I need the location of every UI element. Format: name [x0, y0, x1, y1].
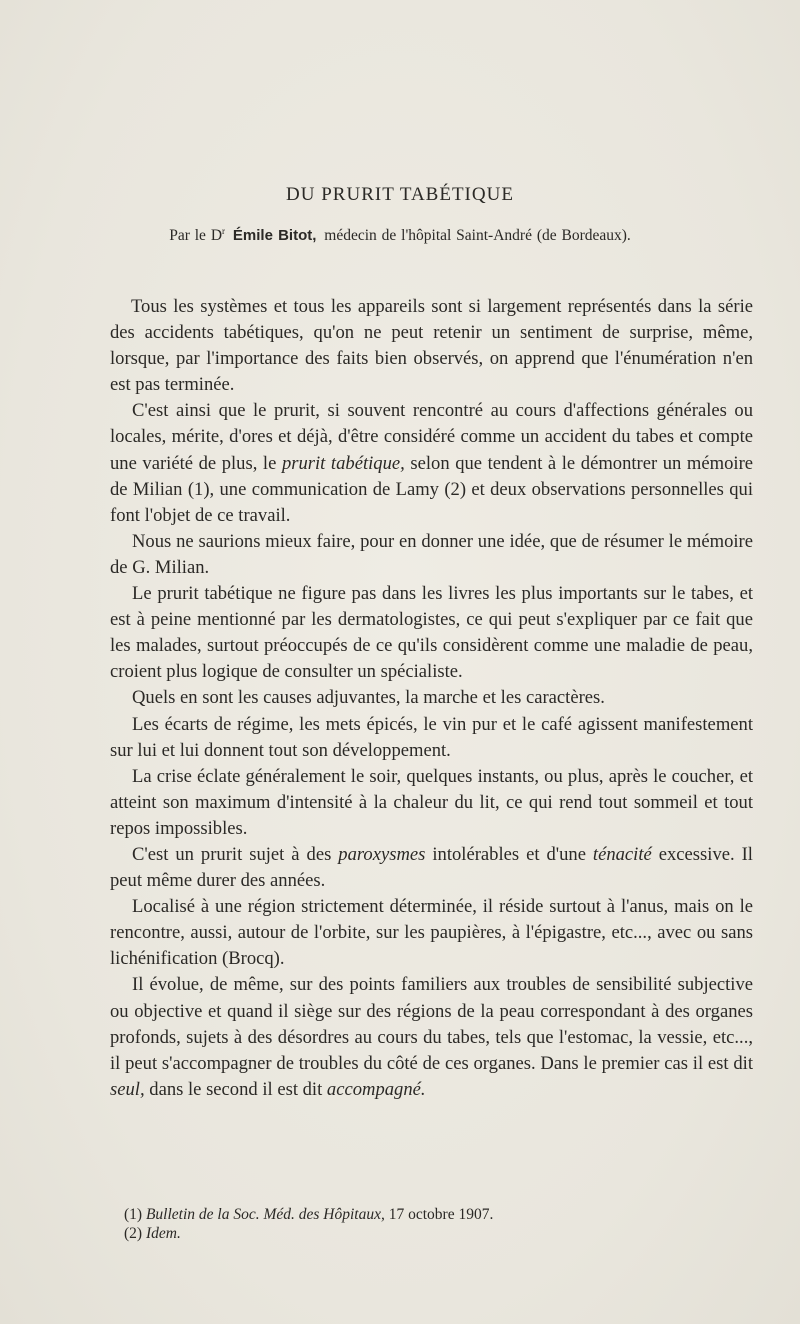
paragraph: Le prurit tabétique ne figure pas dans les livres les plus importants sur le tabes, et est à peine mentionné par les dermatologistes, ce qui peut s'expliquer par ce fait que les malades, surtout préoccupés de ce qu'ils considèrent comme une maladie de peau, croient plus logique de consulter un spécialiste.: [110, 583, 753, 683]
paragraph: Il évolue, de même, sur des points familiers aux troubles de sensibilité subjective ou objective et quand il siège sur des régions de la peau correspondant à des organes profonds, sujets à des désordres au cours du tabes, tels que l'estomac, la vessie, etc..., il peut s'accompagner de troubles du côté de ces organes. Dans le premier cas il est dit seul, dans le second il est dit accompagné.: [110, 974, 753, 1100]
author-affiliation: médecin de l'hôpital Saint-André (de Bordeaux).: [324, 227, 631, 244]
doctor-abbrev: $D^r$: [210, 226, 226, 244]
italic-term: accompagné.: [326, 1078, 426, 1100]
article-title: DU PRURIT TABÉTIQUE: [286, 184, 514, 205]
paragraph: Les écarts de régime, les mets épicés, le vin pur et le café agissent manifestement sur lui et lui donnent tout son développement.: [110, 713, 753, 761]
paragraph: La crise éclate généralement le soir, quelques instants, ou plus, après le coucher, et atteint son maximum d'intensité à la chaleur du lit, ce qui rend tout sommeil et tout repos impossibles.: [110, 765, 753, 839]
footnotes: [124, 1205, 724, 1243]
paragraph: C'est un prurit sujet à des paroxysmes intolérables et d'une ténacité excessive. Il peut même durer des années.: [110, 843, 753, 892]
author-name: Émile Bitot,: [232, 227, 317, 244]
byline: [0, 226, 800, 245]
paragraph: Tous les systèmes et tous les appareils sont si largement représentés dans la série des accidents tabétiques, qu'on ne peut retenir un sentiment de surprise, même, lorsque, par l'importance des faits bien observés, on apprend que l'énumération n'en est pas terminée.: [110, 296, 753, 396]
paragraph: C'est ainsi que le prurit, si souvent rencontré au cours d'affections générales ou locales, mérite, d'ores et déjà, d'être considéré comme un accident du tabes et compte une variété de plus, le prurit tabétique, selon que tendent à le démontrer un mémoire de Milian (1), une communication de Lamy (2) et deux observations personnelles qui font l'objet de ce travail.: [110, 400, 754, 526]
article-body: [110, 294, 753, 1103]
paragraph: Quels en sont les causes adjuvantes, la marche et les caractères.: [132, 687, 605, 709]
footnote: (2) Idem.: [124, 1225, 181, 1242]
byline-prefix: Par le: [169, 227, 206, 244]
italic-term: seul,: [110, 1078, 145, 1100]
paragraph: Nous ne saurions mieux faire, pour en donner une idée, que de résumer le mémoire de G. Milian.: [110, 530, 753, 578]
italic-term: paroxysmes: [338, 843, 426, 865]
paragraph: Localisé à une région strictement déterminée, il réside surtout à l'anus, mais on le rencontre, aussi, autour de l'orbite, sur les paupières, à l'épigastre, etc..., avec ou sans lichénification (Brocq).: [110, 896, 753, 970]
italic-term: ténacité: [592, 843, 652, 865]
footnote: (1) Bulletin de la Soc. Méd. des Hôpitaux, 17 octobre 1907.: [124, 1206, 494, 1223]
italic-term: prurit tabétique,: [281, 452, 405, 474]
